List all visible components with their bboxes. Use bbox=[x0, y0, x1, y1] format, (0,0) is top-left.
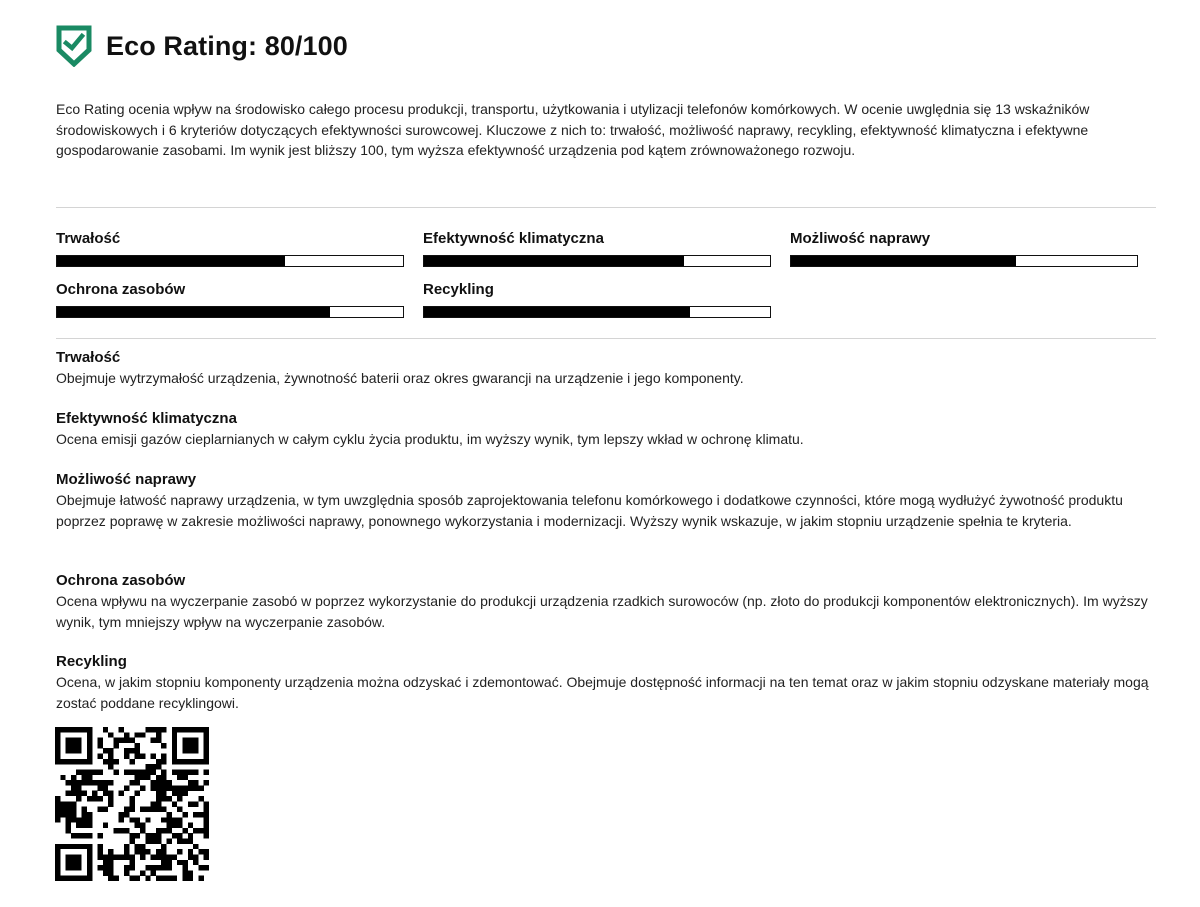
metric-label: Ochrona zasobów bbox=[56, 281, 186, 298]
metric-efektywnosc-klimatyczna bbox=[423, 229, 771, 267]
description-trwalosc bbox=[56, 348, 1156, 389]
intro-text: Eco Rating ocenia wpływ na środowisko całego procesu produkcji, transportu, użytkowania i utylizacji telefonów komórkowych. W ocenie uwględnia się 13 wskaźników środowiskowych i 6 kryteriów dotyczących efektywności surowcowej. Kluczowe z nich to: trwałość, możliwość naprawy, recykling, efektywność klimatyczna i efektywne gospodarowanie zasobami. Im wynik jest bliższy 100, tym wyższa efektywność urządzenia pod kątem zrównoważonego rozwoju. bbox=[56, 101, 1090, 158]
metric-bar-fill bbox=[791, 256, 1016, 266]
description-title: Efektywność klimatyczna bbox=[56, 410, 237, 427]
description-text: Ocena emisji gazów cieplarnianych w całym cyklu życia produktu, im wyższy wynik, tym lepszy wkład w ochronę klimatu. bbox=[56, 431, 804, 447]
metric-label: Możliwość naprawy bbox=[790, 230, 931, 247]
description-recykling bbox=[56, 652, 1156, 713]
qr-code-icon[interactable] bbox=[55, 727, 209, 881]
header bbox=[56, 24, 348, 68]
description-text: Obejmuje łatwość naprawy urządzenia, w tym uwzględnia sposób zaprojektowania telefonu komórkowego i dodatkowe czynności, które mogą wydłużyć żywotność produktu poprzez poprawę w zakresie możliwości naprawy, ponownego wykorzystania i modernizacji. Wyższy wynik wskazuje, w jakim stopniu urządzenie spełnia te kryteria. bbox=[56, 492, 1123, 529]
metric-bar bbox=[56, 255, 404, 267]
description-text: Ocena wpływu na wyczerpanie zasobó w poprzez wykorzystanie do produkcji urządzenia rzadkich surowoców (np. złoto do produkcji komponentów elektronicznych). Im wyższy wynik, tym mniejszy wpływ na wyczerpanie zasobów. bbox=[56, 593, 1148, 630]
metric-bar bbox=[423, 306, 771, 318]
metric-bar-fill bbox=[424, 256, 684, 266]
metric-label: Efektywność klimatyczna bbox=[423, 230, 604, 247]
description-title: Ochrona zasobów bbox=[56, 572, 186, 589]
metric-recykling bbox=[423, 280, 771, 318]
metric-bar-fill bbox=[424, 307, 690, 317]
metric-label: Trwałość bbox=[56, 230, 121, 247]
metric-ochrona-zasobow bbox=[56, 280, 404, 318]
metric-bar-fill bbox=[57, 307, 330, 317]
description-title: Trwałość bbox=[56, 349, 121, 366]
metric-bar bbox=[56, 306, 404, 318]
metric-bar-fill bbox=[57, 256, 285, 266]
page-title: Eco Rating: 80/100 bbox=[106, 30, 348, 61]
description-text: Obejmuje wytrzymałość urządzenia, żywnotność baterii oraz okres gwarancji na urządzenie i jego komponenty. bbox=[56, 370, 744, 386]
metric-label: Recykling bbox=[423, 281, 494, 298]
metric-bar bbox=[423, 255, 771, 267]
metric-mozliwosc-naprawy bbox=[790, 229, 1138, 267]
metric-trwalosc bbox=[56, 229, 404, 267]
description-efektywnosc-klimatyczna bbox=[56, 409, 1156, 450]
metric-bar bbox=[790, 255, 1138, 267]
divider bbox=[56, 338, 1156, 339]
description-ochrona-zasobow bbox=[56, 571, 1156, 632]
description-text: Ocena, w jakim stopniu komponenty urządzenia można odzyskać i zdemontować. Obejmuje dostępność informacji na ten temat oraz w jakim stopniu odzyskane materiały mogą zostać poddane recyklingowi. bbox=[56, 674, 1149, 711]
eco-rating-shield-logo-icon bbox=[56, 25, 92, 67]
description-title: Recykling bbox=[56, 653, 127, 670]
divider bbox=[56, 207, 1156, 208]
description-mozliwosc-naprawy bbox=[56, 470, 1156, 531]
description-title: Możliwość naprawy bbox=[56, 471, 197, 488]
